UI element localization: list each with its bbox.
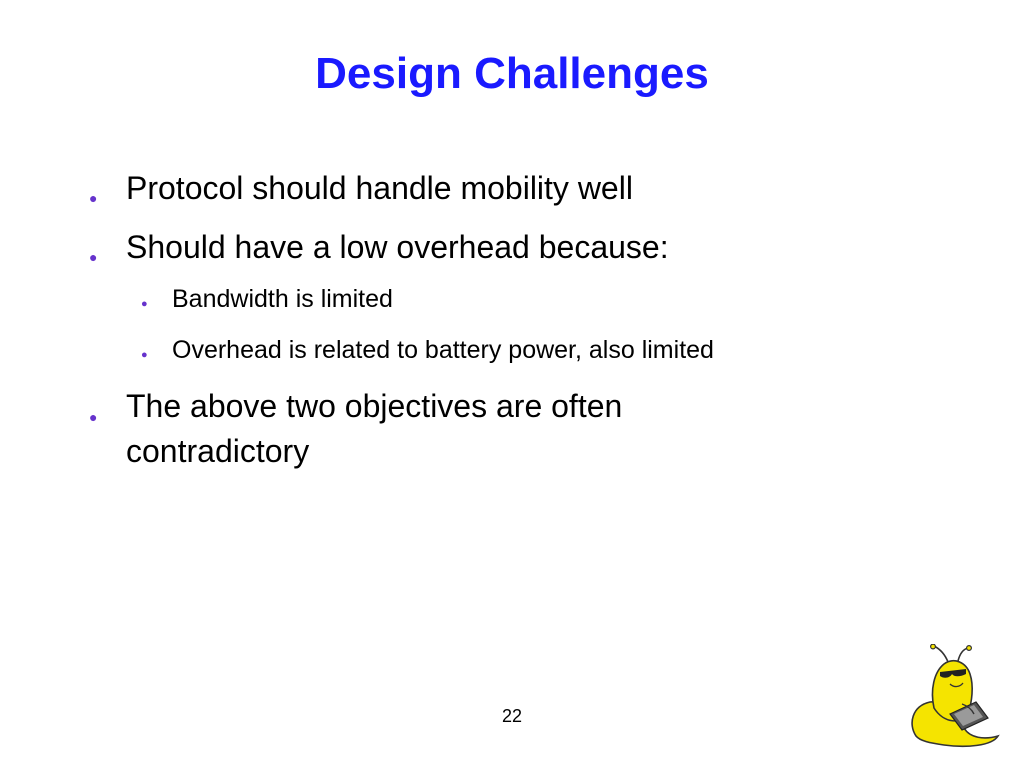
bullet-item-2: Should have a low overhead because: [126,229,669,265]
slide-title: Design Challenges [315,49,709,98]
bullet-marker-icon: ● [89,409,98,425]
sub-bullet-marker-icon: ● [141,349,148,361]
bullet-marker-icon: ● [89,190,98,206]
bullet-item-1: Protocol should handle mobility well [126,170,633,206]
sub-bullet-marker-icon: ● [141,298,148,310]
sub-bullet-item-1: Bandwidth is limited [172,285,393,313]
sub-bullet-item-2: Overhead is related to battery power, also limited [172,336,714,364]
slug-mascot-icon [904,644,1004,748]
page-number: 22 [501,706,523,726]
bullet-marker-icon: ● [89,249,98,265]
bullet-item-3: The above two objectives are often contradictory [126,388,623,469]
